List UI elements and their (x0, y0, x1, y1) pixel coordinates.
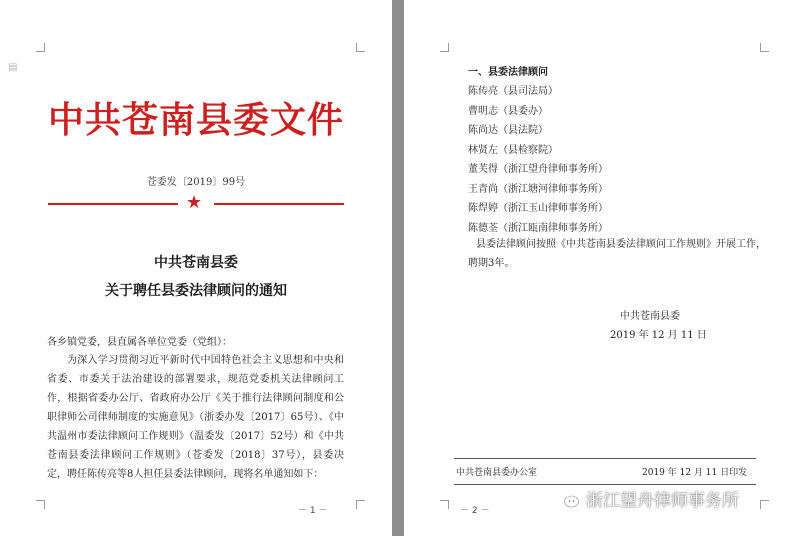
appointment-note: 县委法律顾问按照《中共苍南县委法律顾问工作规则》开展工作，聘期3年。 (468, 239, 766, 269)
crop-mark (356, 43, 365, 52)
adviser-item: 陈传亮（县司法局） (468, 86, 558, 97)
crop-mark (760, 43, 769, 52)
adviser-item: 林贤左（县检察院） (468, 144, 558, 156)
crop-mark (36, 43, 45, 52)
document-number: 苍委发〔2019〕99号 (146, 177, 246, 188)
crop-mark (356, 500, 365, 509)
page-number: － 1 － (298, 506, 328, 516)
watermark (556, 486, 739, 511)
page-layout-icon: ▤ (8, 62, 18, 73)
addressee: 各乡镇党委，县直属各单位党委（党组）： (47, 337, 232, 348)
section-heading: 一、县委法律顾问 (468, 67, 548, 78)
issue-date: 2019 年 12 月 11 日印发 (642, 468, 748, 478)
document-page-1 (0, 0, 392, 536)
watermark-text: 浙江望舟律师事务所 (586, 491, 739, 511)
notice-title-line-2: 关于聘任县委法律顾问的通知 (105, 283, 287, 299)
page-number: － 2 － (460, 506, 490, 516)
adviser-item: 曹明志（县委办） (468, 105, 548, 117)
adviser-item: 董芙得（浙江望舟律师事务所） (468, 164, 608, 175)
document-header: 中共苍南县委文件 (47, 99, 344, 141)
crop-mark (36, 500, 45, 509)
adviser-item: 陈德荃（浙江瓯南律师事务所） (468, 222, 608, 234)
crop-mark (440, 43, 449, 52)
document-page-2 (404, 0, 800, 536)
crop-mark (440, 500, 449, 509)
signature-date: 2019 年 12 月 11 日 (610, 330, 707, 341)
wechat-icon (556, 489, 580, 509)
notice-body: 为深入学习贯彻习近平新时代中国特色社会主义思想和中央和省委、市委关于法治建设的部署要求，规范党委机关法律顾问工作，根据省委办公厅、省政府办公厅《关于推行法律顾问制度和公职律师公司律师制度的实施意见》（浙委办发〔2017〕65号）、《中共温州市委法律顾问工作规则》（温委发〔2017〕52号）和《中共苍南县委法律顾问工作规则》（苍委发〔2018〕37号），县委决定，聘任陈传亮等8人担任县委法律顾问，现将名单通知如下： (47, 355, 344, 480)
crop-mark (760, 500, 769, 509)
signature-organization: 中共苍南县委 (620, 311, 680, 322)
adviser-list (468, 82, 608, 238)
adviser-item: 陈尚达（县法院） (468, 125, 548, 136)
header-divider-right (214, 203, 344, 205)
footer-divider-bottom (454, 484, 756, 485)
issuing-office: 中共苍南县委办公室 (456, 468, 538, 478)
adviser-item: 王青尚（浙江塘河律师事务所） (468, 183, 608, 195)
footer-divider-top (454, 458, 756, 459)
star-icon: ★ (186, 192, 203, 213)
notice-title-line-1: 中共苍南县委 (154, 255, 238, 271)
adviser-item: 陈焊婷（浙江玉山律师事务所） (468, 203, 608, 214)
header-divider-left (48, 203, 178, 205)
